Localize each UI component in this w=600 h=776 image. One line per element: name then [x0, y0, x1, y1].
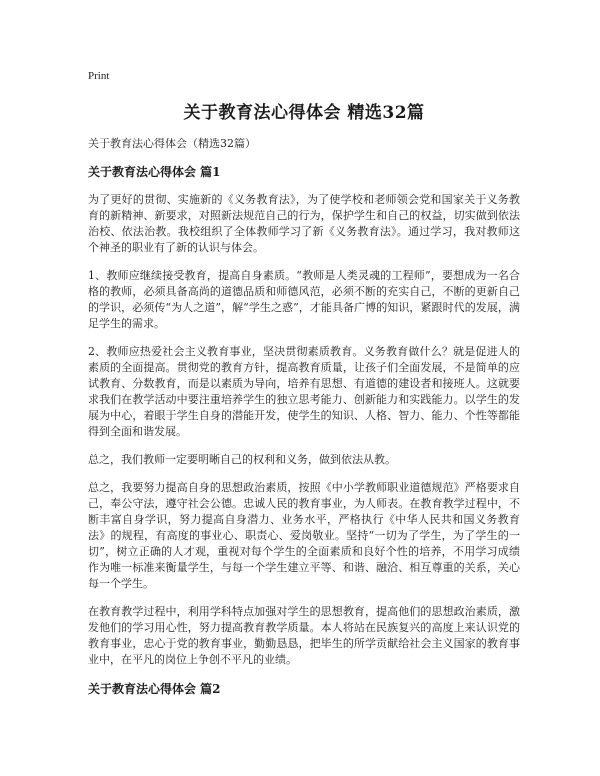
paragraph: 总之，我们教师一定要明晰自己的权利和义务，做到依法从教。 — [88, 453, 396, 466]
document-title: 关于教育法心得体会 精选32篇 — [183, 103, 425, 123]
paragraph: 1、教师应继续接受教育，提高自身素质。“教师是人类灵魂的工程师”，要想成为一名合格的教师，必须具备高尚的道德品质和师德风范，必须不断的充实自己，不断的更新自己的学识，必须传“为人之道”，解“学生之惑”，才能具备广博的知识，紧跟时代的发展，满足学生的需求。 — [88, 269, 520, 330]
section-heading: 关于教育法心得体会 篇1 — [88, 165, 221, 179]
paragraph: 2、教师应热爱社会主义教育事业，坚决贯彻素质教育。义务教育做什么？就是促进人的素质的全面提高。贯彻党的教育方针，提高教育质量，让孩子们全面发展，不是简单的应试教育、分数教育，而是以素质为导向，培养有思想、有道德的建设者和接班人。这就要求我们在教学活动中要注重培养学生的独立思考能力、创新能力和实践能力。以学生的发展为中心，着眼于学生自身的潜能开发，使学生的知识、人格、智力、能力、个性等都能得到全面和谐发展。 — [88, 345, 520, 438]
paragraph: 为了更好的贯彻、实施新的《义务教育法》，为了使学校和老师领会党和国家关于义务教育的新精神、新要求，对照新法规范自己的行为，保护学生和自己的权益，切实做到依法治校、依法治教。我校组织了全体教师学习了新《义务教育法》。通过学习，我对教师这个神圣的职业有了新的认识与体会。 — [88, 193, 520, 254]
paragraph: 在教育教学过程中，利用学科特点加强对学生的思想教育，提高他们的思想政治素质，激发他们的学习用心性，努力提高教育教学质量。本人将站在民族复兴的高度上来认识党的教育事业，忠心于党的教育事业，勤勤恳恳，把毕生的所学贡献给社会主义国家的教育事业中，在平凡的岗位上争创不平凡的业绩。 — [88, 605, 520, 666]
document-subtitle: 关于教育法心得体会（精选32篇） — [88, 137, 256, 150]
paragraph: 总之，我要努力提高自身的思想政治素质，按照《中小学教师职业道德规范》严格要求自己，奉公守法，遵守社会公德。忠诚人民的教育事业，为人师表。在教育教学过程中，不断丰富自身学识，努力提高自身潜力、业务水平，严格执行《中华人民共和国义务教育法》的规程，有高度的事业心、职责心、爱岗敬业。坚持“一切为了学生，为了学生的一切”，树立正确的人才观，重视对每个学生的全面素质和良好个性的培养，不用学习成绩作为唯一标准来衡量学生，与每一个学生建立平等、和谐、融洽、相互尊重的关系，关心每一个学生。 — [88, 481, 520, 590]
section-heading: 关于教育法心得体会 篇2 — [88, 682, 221, 696]
document-page — [88, 70, 520, 709]
print-link[interactable]: Print — [88, 70, 110, 82]
